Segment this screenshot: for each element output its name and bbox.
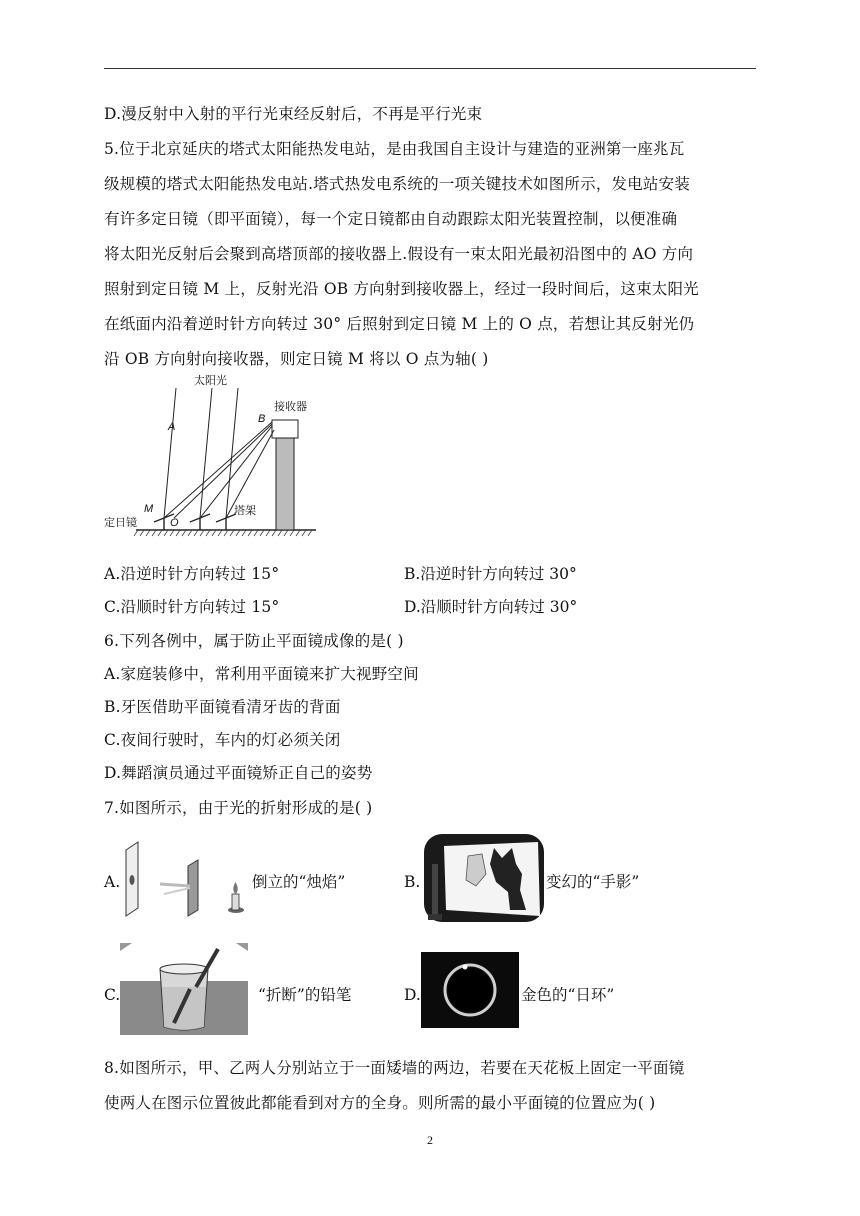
q5-stem-line-5: 照射到定日镜 M 上，反射光沿 OB 方向射到接收器上，经过一段时间后，这束太阳光 (104, 280, 699, 298)
q5-option-a: A.沿逆时针方向转过 15° (104, 565, 280, 583)
label-b: B (258, 413, 266, 425)
header-rule (104, 68, 756, 69)
q5-option-d: D.沿顺时针方向转过 30° (404, 598, 578, 616)
solar-eclipse-ring-image (421, 952, 519, 1028)
q7-option-b-caption: 变幻的“手影” (546, 873, 640, 891)
q4-option-d: D.漫反射中入射的平行光束经反射后，不再是平行光束 (104, 105, 483, 123)
q7-option-d-caption: 金色的“日环” (521, 986, 615, 1004)
q8-stem-line-1: 8.如图所示，甲、乙两人分别站立于一面矮墙的两边，若要在天花板上固定一平面镜 (104, 1059, 685, 1077)
q6-option-a: A.家庭装修中，常利用平面镜来扩大视野空间 (104, 665, 419, 683)
solar-tower-diagram (104, 370, 324, 540)
q6-stem: 6.下列各例中，属于防止平面镜成像的是( ) (104, 632, 404, 650)
label-receiver: 接收器 (274, 400, 307, 413)
q5-stem-line-2: 级规模的塔式太阳能热发电站.塔式热发电系统的一项关键技术如图所示，发电站安装 (104, 175, 691, 193)
q7-option-c-caption: “折断”的铅笔 (258, 986, 352, 1004)
q7-option-a-caption: 倒立的“烛焰” (252, 873, 346, 891)
hand-shadow-image (424, 834, 544, 922)
pencil-in-glass-image (120, 943, 248, 1035)
label-o: O (170, 517, 179, 529)
label-tower: 塔架 (234, 504, 256, 517)
q8-stem-line-2: 使两人在图示位置彼此都能看到对方的全身。则所需的最小平面镜的位置应为( ) (104, 1094, 656, 1112)
q5-stem-line-6: 在纸面内沿着逆时针方向转过 30° 后照射到定日镜 M 上的 O 点，若想让其反射光仍 (104, 315, 695, 333)
q5-stem-line-1: 5.位于北京延庆的塔式太阳能热发电站，是由我国自主设计与建造的亚洲第一座兆瓦 (104, 140, 685, 158)
label-mirror: 定日镜 (104, 516, 137, 529)
page-number: 2 (427, 1133, 433, 1147)
q5-stem-line-7: 沿 OB 方向射向接收器，则定日镜 M 将以 O 点为轴( ) (104, 350, 489, 368)
q6-option-c: C.夜间行驶时，车内的灯必须关闭 (104, 731, 341, 749)
q6-option-d: D.舞蹈演员通过平面镜矫正自己的姿势 (104, 764, 373, 782)
q7-option-a-letter: A. (104, 873, 121, 891)
label-a: A (168, 421, 176, 433)
q7-stem: 7.如图所示，由于光的折射形成的是( ) (104, 799, 373, 817)
label-sunlight: 太阳光 (194, 374, 227, 387)
q6-option-b: B.牙医借助平面镜看清牙齿的背面 (104, 698, 341, 716)
pinhole-candle-image (120, 838, 250, 920)
q5-option-c: C.沿顺时针方向转过 15° (104, 598, 280, 616)
q7-option-c-letter: C. (104, 986, 121, 1004)
q5-option-b: B.沿逆时针方向转过 30° (404, 565, 577, 583)
q7-option-d-letter: D. (404, 986, 421, 1004)
q5-stem-line-4: 将太阳光反射后会聚到高塔顶部的接收器上.假设有一束太阳光最初沿图中的 AO 方向 (104, 245, 694, 263)
q5-stem-line-3: 有许多定日镜（即平面镜），每一个定日镜都由自动跟踪太阳光装置控制，以便准确 (104, 210, 678, 228)
label-m: M (144, 503, 154, 515)
q7-option-b-letter: B. (404, 873, 421, 891)
